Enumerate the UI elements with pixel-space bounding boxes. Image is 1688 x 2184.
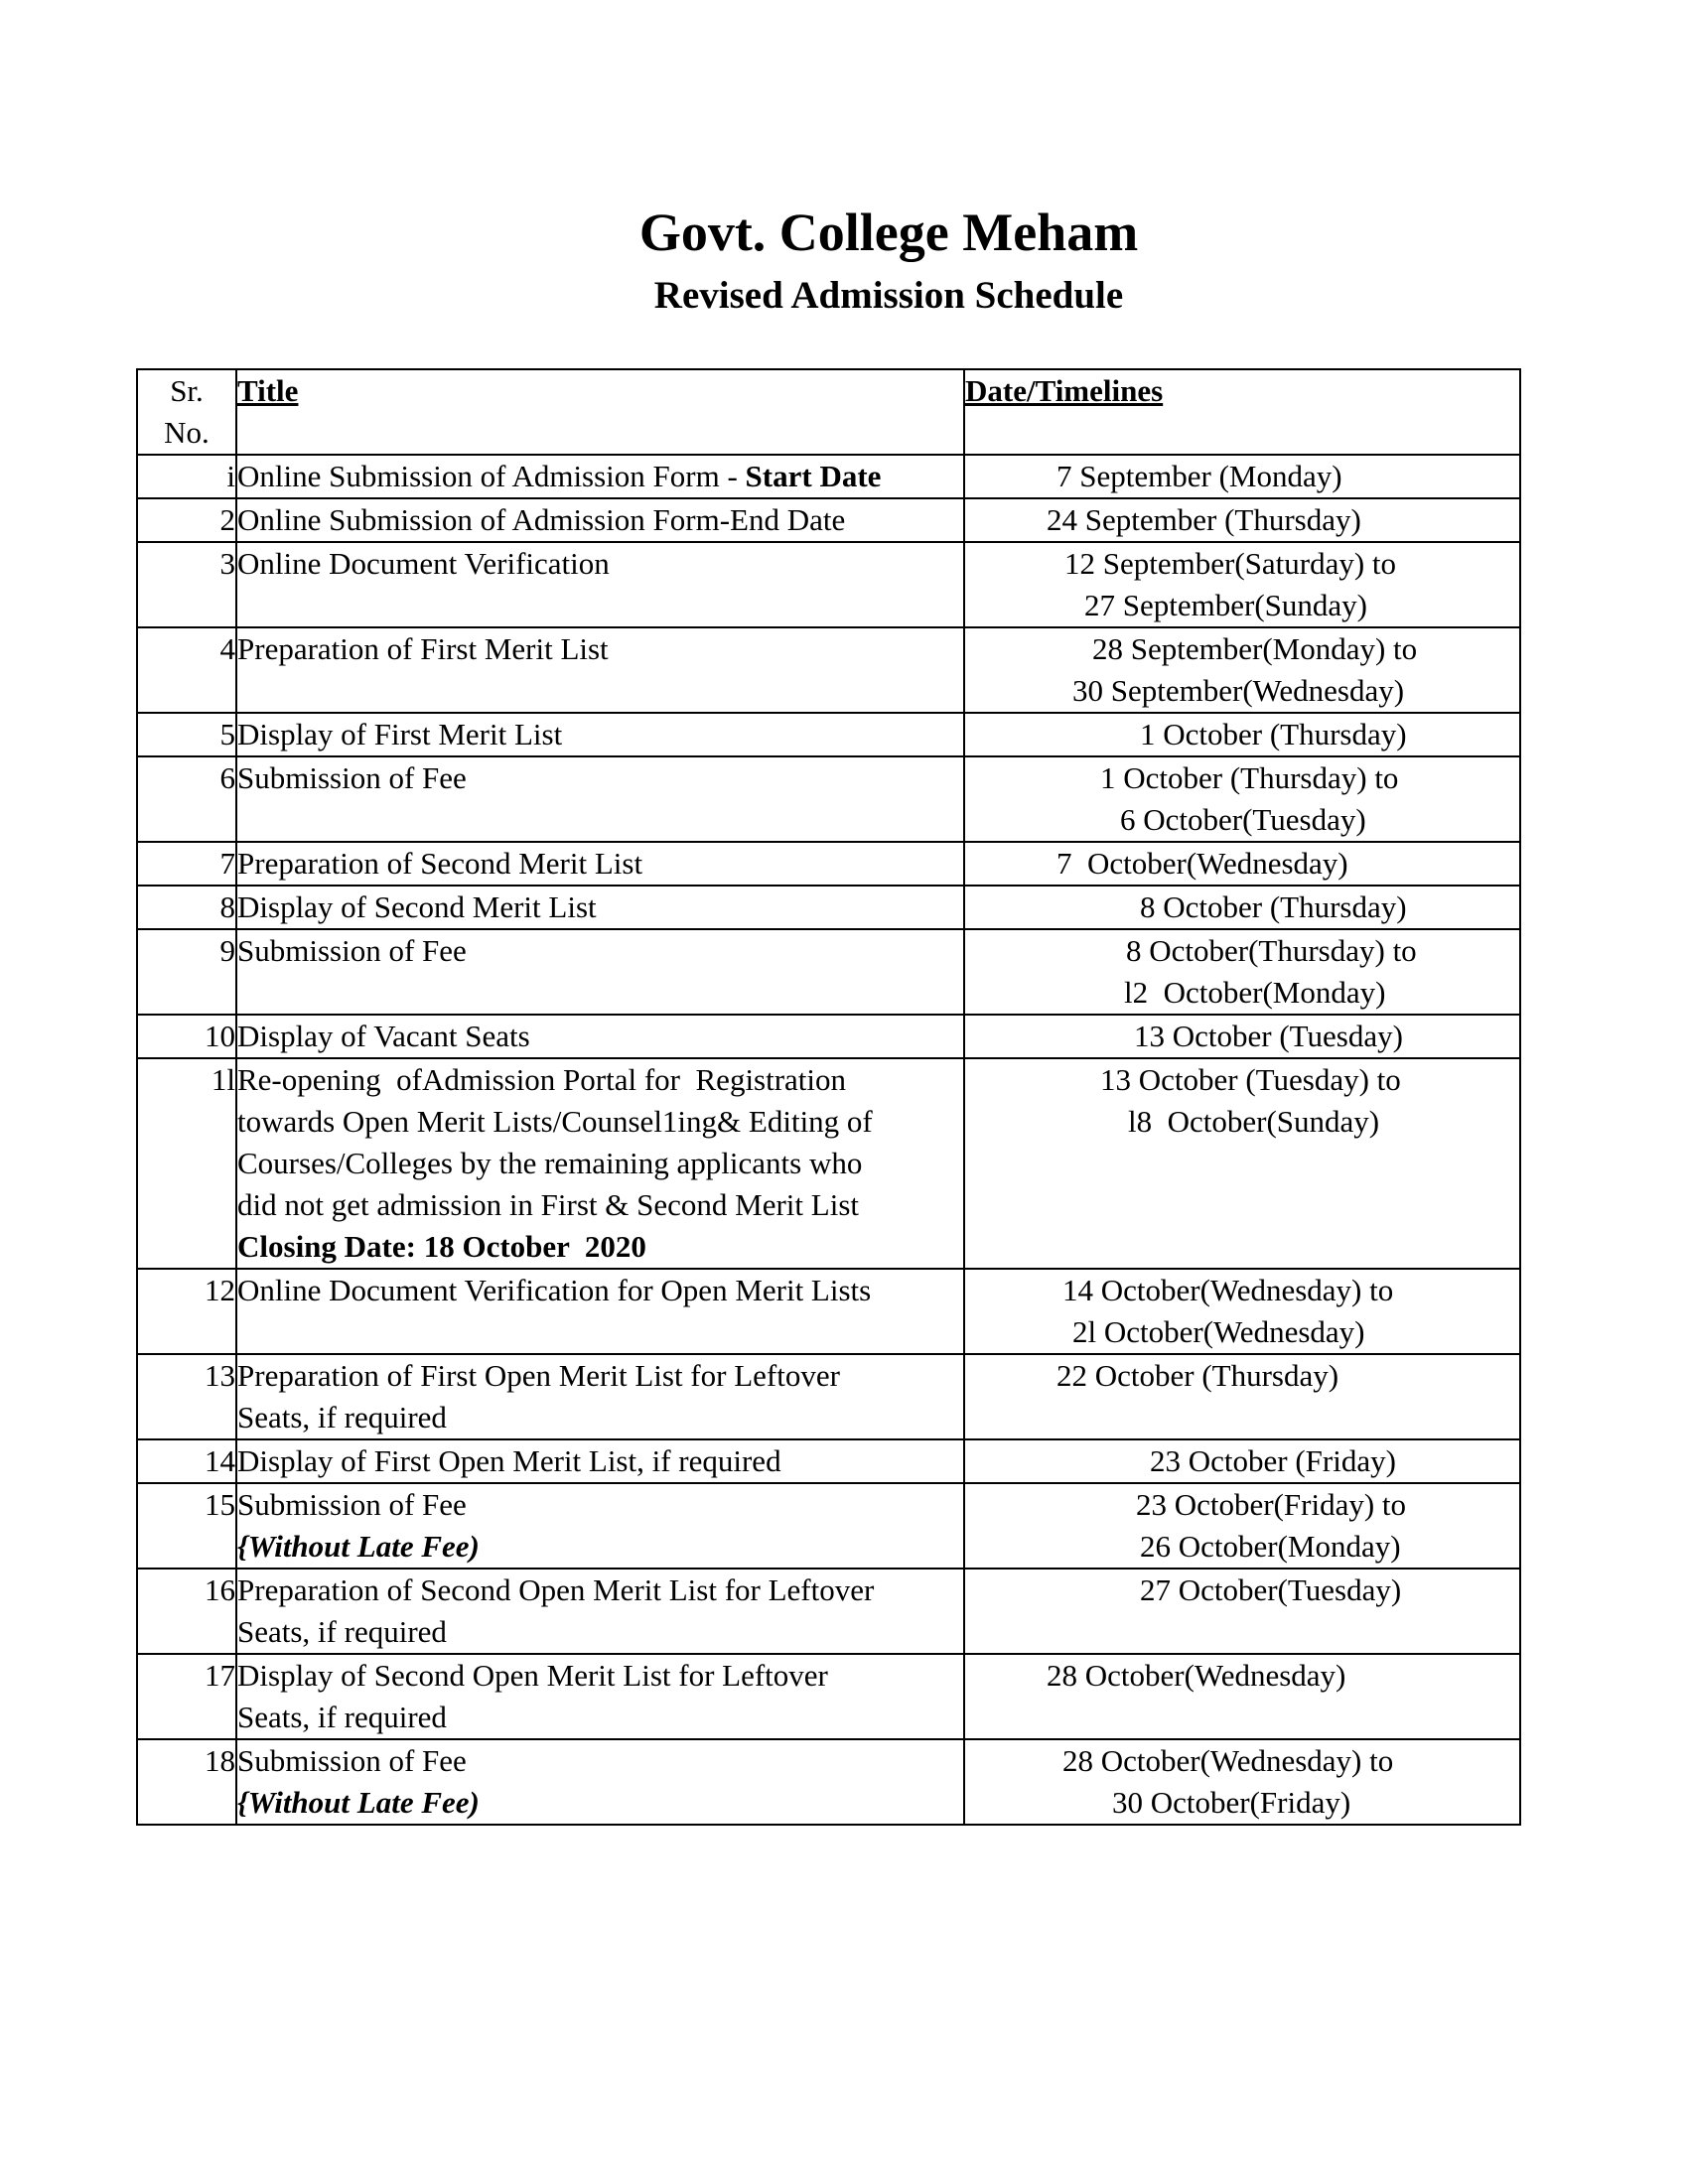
row-sr-no: 16 [137, 1569, 236, 1654]
row-title [236, 886, 964, 929]
row-title-text: Preparation of First Merit List [237, 631, 609, 666]
row-date-line: 28 October(Wednesday) [1047, 1658, 1346, 1693]
row-date-line: 27 September(Sunday) [1084, 588, 1367, 622]
table-row [137, 1439, 1520, 1483]
row-sr-no: 4 [137, 627, 236, 713]
page-title: Govt. College Meham [638, 203, 1139, 262]
row-title [236, 1354, 964, 1439]
row-date-line: 30 September(Wednesday) [1072, 673, 1405, 708]
row-title-line: towards Open Merit Lists/Counsel1ing& Editing of [237, 1104, 873, 1139]
row-title [236, 627, 964, 713]
row-sr-no: 2 [137, 498, 236, 542]
row-title [236, 1439, 964, 1483]
row-title [236, 929, 964, 1015]
row-title [236, 1569, 964, 1654]
row-date-line: l2 October(Monday) [1124, 975, 1386, 1010]
header-no-label: No. [164, 415, 210, 450]
table-row [137, 627, 1520, 713]
header-title [236, 369, 964, 455]
row-date-line: 8 October(Thursday) to [1126, 933, 1417, 968]
header-date [964, 369, 1520, 455]
row-date-line: 28 October(Wednesday) to [1062, 1743, 1394, 1778]
row-title-line: Seats, if required [237, 1400, 447, 1434]
row-sr-no: 13 [137, 1354, 236, 1439]
table-row [137, 455, 1520, 498]
row-title-note: {Without Late Fee) [237, 1529, 480, 1564]
table-row [137, 756, 1520, 842]
table-row [137, 542, 1520, 627]
row-date [964, 1654, 1520, 1739]
schedule-body [137, 455, 1520, 1825]
row-date [964, 455, 1520, 498]
row-sr-no: 3 [137, 542, 236, 627]
row-title-text: Submission of Fee [237, 1487, 467, 1522]
row-title-line: Seats, if required [237, 1700, 447, 1734]
row-date-line: 1 October (Thursday) to [1100, 760, 1399, 795]
row-sr-no: 18 [137, 1739, 236, 1825]
row-title [236, 542, 964, 627]
row-title-text: Online Submission of Admission Form - [237, 459, 746, 493]
row-title-text: Submission of Fee [237, 1743, 467, 1778]
row-date [964, 929, 1520, 1015]
table-row [137, 886, 1520, 929]
row-title-text: Display of First Open Merit List, if required [237, 1443, 781, 1478]
row-date-line: 24 September (Thursday) [1047, 502, 1361, 537]
row-sr-no: 14 [137, 1439, 236, 1483]
row-title-text: Online Submission of Admission Form-End Date [237, 502, 846, 537]
row-title-text: Preparation of Second Merit List [237, 846, 643, 881]
row-date-line: 13 October (Tuesday) to [1100, 1062, 1401, 1097]
row-title [236, 498, 964, 542]
row-date-line: 22 October (Thursday) [1056, 1358, 1339, 1393]
row-title-line: Preparation of First Open Merit List for Leftover [237, 1358, 840, 1393]
row-sr-no: i [137, 455, 236, 498]
row-title [236, 756, 964, 842]
table-header-row [137, 369, 1520, 455]
row-title-text: Display of Vacant Seats [237, 1019, 530, 1053]
row-title [236, 1269, 964, 1354]
header-title-label: Title [237, 373, 299, 408]
row-title-line: Seats, if required [237, 1614, 447, 1649]
row-title-text: Display of First Merit List [237, 717, 563, 751]
table-row [137, 1015, 1520, 1058]
row-title-line: Courses/Colleges by the remaining applicants who [237, 1146, 863, 1180]
row-date [964, 1739, 1520, 1825]
row-date [964, 1269, 1520, 1354]
header-sr-label: Sr. [170, 373, 204, 408]
row-date-line: 27 October(Tuesday) [1140, 1572, 1402, 1607]
row-title-note: {Without Late Fee) [237, 1785, 480, 1820]
row-date [964, 627, 1520, 713]
row-date-line: l8 October(Sunday) [1128, 1104, 1380, 1139]
row-date [964, 842, 1520, 886]
table-row [137, 1269, 1520, 1354]
row-sr-no: 12 [137, 1269, 236, 1354]
row-date-line: 7 October(Wednesday) [1056, 846, 1348, 881]
row-sr-no: 15 [137, 1483, 236, 1569]
row-date [964, 542, 1520, 627]
row-title-emphasis: Start Date [745, 459, 882, 493]
row-date-line: 28 September(Monday) to [1092, 631, 1418, 666]
row-date-line: 7 September (Monday) [1056, 459, 1342, 493]
row-title-line: Display of Second Open Merit List for Leftover [237, 1658, 828, 1693]
table-row [137, 842, 1520, 886]
row-title-text: Online Document Verification for Open Merit Lists [237, 1273, 872, 1307]
row-sr-no: 1l [137, 1058, 236, 1269]
row-date [964, 1483, 1520, 1569]
row-title-text: Submission of Fee [237, 760, 467, 795]
admission-schedule-table [136, 368, 1521, 1826]
row-title [236, 1483, 964, 1569]
row-sr-no: 7 [137, 842, 236, 886]
row-title-closing-date: Closing Date: 18 October 2020 [237, 1229, 646, 1264]
row-title [236, 1015, 964, 1058]
row-date-line: 6 October(Tuesday) [1120, 802, 1366, 837]
table-row [137, 1739, 1520, 1825]
row-title-line: Preparation of Second Open Merit List for Leftover [237, 1572, 875, 1607]
table-row [137, 713, 1520, 756]
row-sr-no: 17 [137, 1654, 236, 1739]
page-subtitle: Revised Admission Schedule [653, 274, 1124, 317]
row-date [964, 886, 1520, 929]
row-date [964, 498, 1520, 542]
table-row [137, 1483, 1520, 1569]
row-sr-no: 10 [137, 1015, 236, 1058]
row-title [236, 1654, 964, 1739]
row-date-line: 14 October(Wednesday) to [1062, 1273, 1394, 1307]
row-date [964, 1569, 1520, 1654]
row-title-text: Display of Second Merit List [237, 889, 597, 924]
row-title-text: Online Document Verification [237, 546, 610, 581]
row-title-line: did not get admission in First & Second Merit List [237, 1187, 860, 1222]
row-date-line: 13 October (Tuesday) [1134, 1019, 1403, 1053]
row-sr-no: 9 [137, 929, 236, 1015]
table-row [137, 1058, 1520, 1269]
row-sr-no: 5 [137, 713, 236, 756]
row-date [964, 1439, 1520, 1483]
table-row [137, 1654, 1520, 1739]
row-date [964, 1015, 1520, 1058]
table-row [137, 929, 1520, 1015]
header-date-label: Date/Timelines [965, 373, 1164, 408]
row-date-line: 1 October (Thursday) [1140, 717, 1407, 751]
row-date-line: 23 October (Friday) [1150, 1443, 1396, 1478]
row-title [236, 713, 964, 756]
row-date [964, 1354, 1520, 1439]
row-title [236, 455, 964, 498]
row-title [236, 842, 964, 886]
header-sr-no [137, 369, 236, 455]
row-date [964, 713, 1520, 756]
row-date [964, 756, 1520, 842]
row-date-line: 26 October(Monday) [1140, 1529, 1401, 1564]
row-date-line: 8 October (Thursday) [1140, 889, 1407, 924]
row-sr-no: 8 [137, 886, 236, 929]
row-sr-no: 6 [137, 756, 236, 842]
row-date-line: 30 October(Friday) [1112, 1785, 1351, 1820]
row-title [236, 1058, 964, 1269]
row-date-line: 23 October(Friday) to [1136, 1487, 1407, 1522]
table-row [137, 1354, 1520, 1439]
row-title-line: Re-opening ofAdmission Portal for Registration [237, 1062, 847, 1097]
row-date-line: 12 September(Saturday) to [1064, 546, 1397, 581]
table-row [137, 498, 1520, 542]
row-title-text: Submission of Fee [237, 933, 467, 968]
table-row [137, 1569, 1520, 1654]
row-date [964, 1058, 1520, 1269]
row-title [236, 1739, 964, 1825]
row-date-line: 2l October(Wednesday) [1072, 1314, 1365, 1349]
